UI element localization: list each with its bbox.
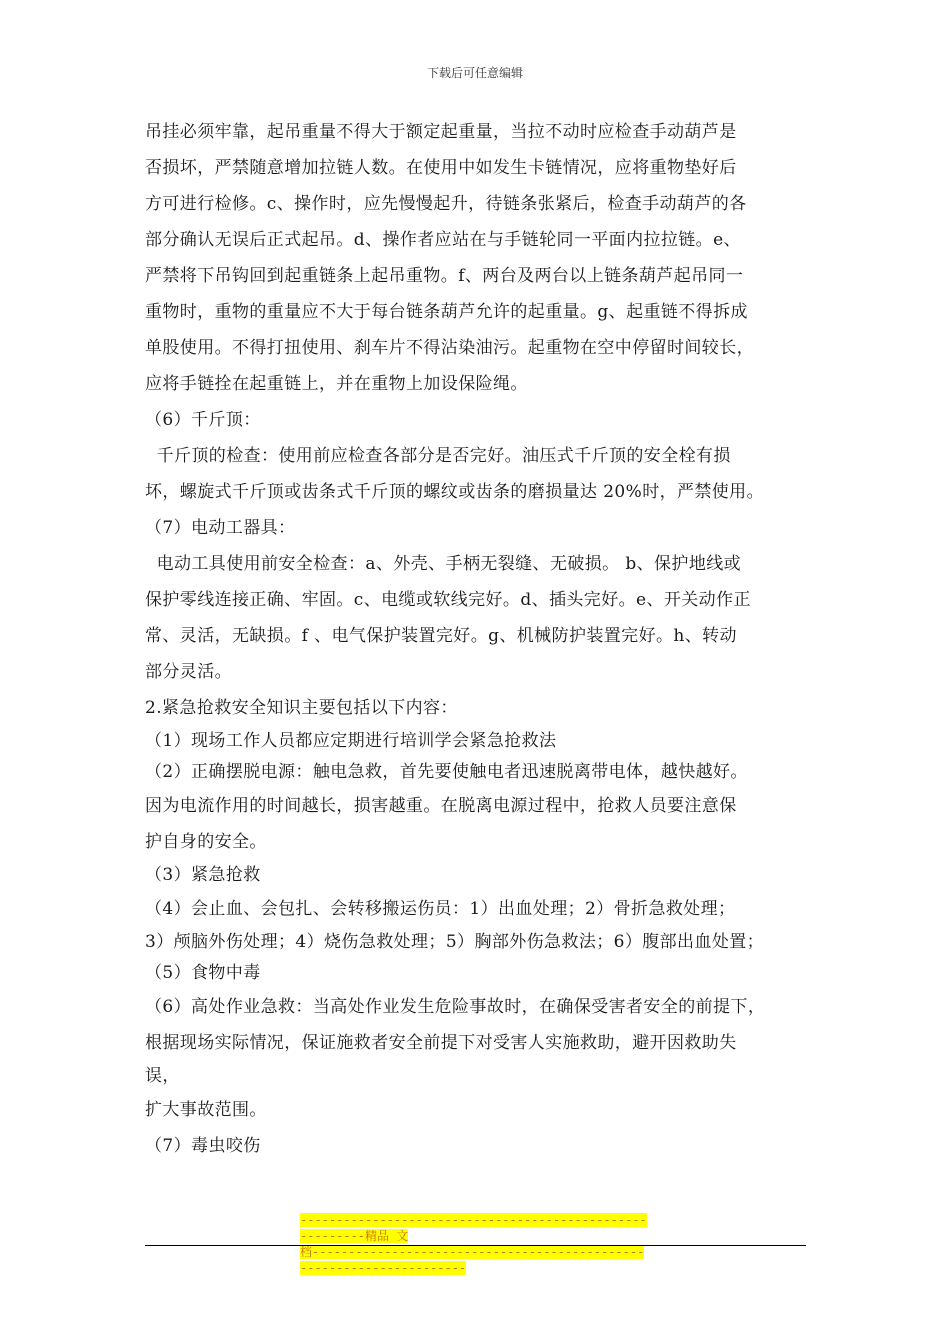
body-line: 千斤顶的检查：使用前应检查各部分是否完好。油压式千斤顶的安全栓有损 — [145, 446, 731, 466]
body-line: 单股使用。不得打扭使用、刹车片不得沾染油污。起重物在空中停留时间较长， — [145, 338, 754, 358]
body-line: 吊挂必须牢靠，起吊重量不得大于额定起重量，当拉不动时应检查手动葫芦是 — [145, 122, 737, 142]
body-line: 坏，螺旋式千斤顶或齿条式千斤顶的螺纹或齿条的磨损量达 20%时，严禁使用。 — [145, 482, 764, 502]
body-line: 常、灵活，无缺损。f 、电气保护装置完好。g、机械防护装置完好。h、转动 — [145, 626, 737, 646]
page-header: 下载后可任意编辑 — [426, 66, 523, 80]
body-line: 方可进行检修。c、操作时，应先慢慢起升，待链条张紧后，检查手动葫芦的各 — [145, 194, 747, 214]
list-item: （7）毒虫咬伤 — [145, 1136, 261, 1156]
body-line: 误， — [145, 1066, 180, 1086]
body-line: 扩大事故范围。 — [145, 1100, 267, 1120]
body-line: 电动工具使用前安全检查：a、外壳、手柄无裂缝、无破损。 b、保护地线或 — [145, 554, 742, 574]
section-heading: 2.紧急抢救安全知识主要包括以下内容： — [145, 698, 458, 718]
body-line: 部分确认无误后正式起吊。d、操作者应站在与手链轮同一平面内拉拉链。e、 — [145, 230, 741, 250]
body-line: 严禁将下吊钩回到起重链条上起吊重物。f、两台及两台以上链条葫芦起吊同一 — [145, 266, 744, 286]
section-heading: （6）千斤顶： — [145, 410, 261, 430]
list-item: （1）现场工作人员都应定期进行培训学会紧急抢救法 — [145, 731, 557, 751]
list-item: （2）正确摆脱电源：触电急救，首先要使触电者迅速脱离带电体，越快越好。 — [145, 762, 748, 782]
body-line: 应将手链拴在起重链上，并在重物上加设保险绳。 — [145, 374, 528, 394]
footer-divider — [145, 1245, 806, 1246]
body-line: 因为电流作用的时间越长，损害越重。在脱离电源过程中，抢救人员要注意保 — [145, 796, 737, 816]
body-line: 3）颅脑外伤处理；4）烧伤急救处理；5）胸部外伤急救法；6）腹部出血处置； — [145, 932, 765, 952]
list-item: （6）高处作业急救：当高处作业发生危险事故时，在确保受害者安全的前提下， — [145, 997, 766, 1017]
list-item: （4）会止血、会包扎、会转移搬运伤员：1）出血处理；2）骨折急救处理； — [145, 899, 736, 919]
body-line: 保护零线连接正确、牢固。c、电缆或软线完好。d、插头完好。e、开关动作正 — [145, 590, 751, 610]
footer-watermark — [300, 1212, 650, 1276]
body-line: 否损坏，严禁随意增加拉链人数。在使用中如发生卡链情况，应将重物垫好后 — [145, 158, 737, 178]
section-heading: （7）电动工器具： — [145, 518, 296, 538]
list-item: （3）紧急抢救 — [145, 865, 261, 885]
document-body — [145, 114, 815, 1164]
body-line: 重物时，重物的重量应不大于每台链条葫芦允许的起重量。g、起重链不得拆成 — [145, 302, 748, 322]
list-item: （5）食物中毒 — [145, 963, 261, 983]
footer-line-2: 档--------------------------------------------------------------------- — [300, 1245, 645, 1275]
body-line: 护自身的安全。 — [145, 832, 267, 852]
body-line: 根据现场实际情况，保证施救者安全前提下对受害人实施救助，避开因救助失 — [145, 1033, 737, 1053]
footer-line-1: ---------------------------------------------------------精品 文 — [300, 1213, 647, 1243]
body-line: 部分灵活。 — [145, 662, 232, 682]
